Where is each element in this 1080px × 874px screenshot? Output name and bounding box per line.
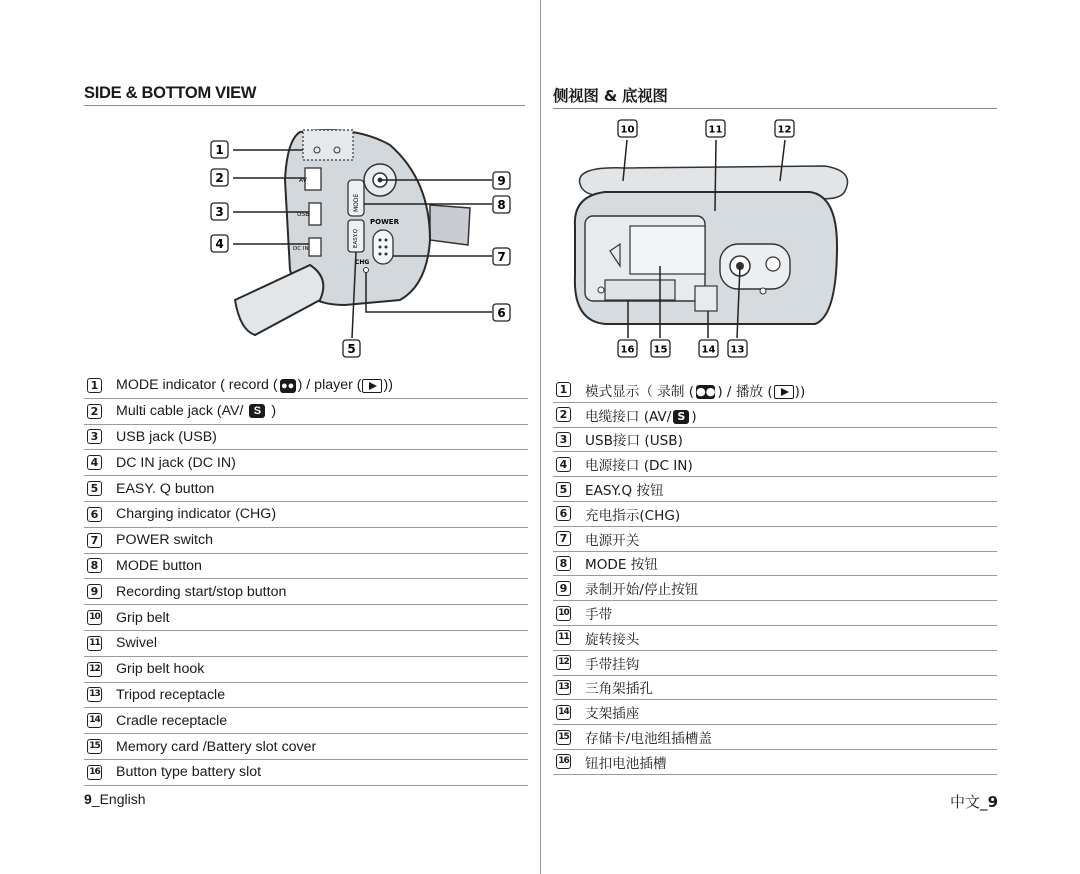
callout-1: 1	[215, 143, 224, 157]
item-label: MODE 按钮	[585, 557, 658, 574]
item-label: USB jack (USB)	[116, 428, 217, 445]
item-number: 6	[556, 506, 571, 521]
item-number: 1	[556, 382, 571, 397]
list-item	[553, 552, 997, 577]
item-number: 13	[87, 687, 102, 702]
item-label: 录制开始/停止按钮	[585, 582, 699, 599]
camcorder-icon: ●●	[696, 384, 716, 398]
list-item	[553, 676, 997, 701]
list-item	[84, 399, 528, 425]
item-label: 旋转接头	[585, 631, 640, 648]
list-item	[84, 502, 528, 528]
item-number: 4	[87, 455, 102, 470]
item-number: 14	[87, 713, 102, 728]
page-divider	[540, 0, 541, 874]
item-label: POWER switch	[116, 532, 213, 549]
list-item	[553, 403, 997, 428]
list-item	[84, 373, 528, 399]
callout-3: 3	[215, 205, 224, 219]
item-number: 12	[556, 655, 571, 670]
list-item	[84, 657, 528, 683]
item-label: Tripod receptacle	[116, 686, 226, 703]
list-item	[84, 554, 528, 580]
item-number: 11	[556, 630, 571, 645]
camcorder-icon: ●●	[280, 379, 295, 392]
item-number: 16	[556, 754, 571, 769]
list-item	[553, 651, 997, 676]
item-label: Charging indicator (CHG)	[116, 506, 277, 523]
section-heading-english: SIDE & BOTTOM VIEW	[84, 84, 525, 106]
list-item	[553, 725, 997, 750]
item-number: 14	[556, 705, 571, 720]
list-item	[84, 760, 528, 786]
item-label: 电缆接口 (AV/ S )	[585, 408, 697, 425]
item-label: 存储卡/电池组插槽盖	[585, 731, 712, 748]
list-item	[553, 502, 997, 527]
item-number: 4	[556, 457, 571, 472]
item-number: 5	[87, 481, 102, 496]
page-footer-english: 9_English	[84, 791, 146, 807]
side-view-diagram	[205, 120, 525, 360]
item-number: 1	[87, 378, 102, 393]
callout-12: 12	[777, 124, 792, 136]
list-item	[553, 527, 997, 552]
callout-10: 10	[620, 124, 635, 136]
item-label: 电源接口 (DC IN)	[585, 458, 693, 475]
mode-button-label: MODE	[353, 193, 360, 212]
list-item	[84, 579, 528, 605]
item-number: 8	[87, 558, 102, 573]
item-label: Grip belt hook	[116, 661, 205, 678]
item-number: 6	[87, 507, 102, 522]
bottom-view-diagram	[565, 116, 855, 364]
list-item	[553, 601, 997, 626]
callout-11: 11	[708, 124, 723, 136]
list-item	[84, 476, 528, 502]
item-number: 10	[87, 610, 102, 625]
item-label: MODE button	[116, 557, 202, 574]
item-label: Multi cable jack (AV/ S )	[116, 403, 277, 420]
item-label: MODE indicator ( record ( ●● ) / player ( ))	[116, 377, 393, 394]
item-number: 13	[556, 680, 571, 695]
easyq-button-label: EASY.Q	[353, 228, 359, 248]
s-badge-icon: S	[249, 404, 265, 418]
callout-7: 7	[497, 250, 506, 264]
usb-jack-label: USB	[297, 211, 310, 218]
item-number: 2	[87, 404, 102, 419]
page-footer-chinese: 中文_9	[950, 793, 998, 811]
callout-8: 8	[497, 198, 506, 212]
callout-6: 6	[497, 306, 506, 320]
item-label: 三角架插孔	[585, 681, 653, 698]
item-number: 3	[556, 432, 571, 447]
item-label: Swivel	[116, 635, 157, 652]
callout-9: 9	[497, 174, 506, 188]
dcin-jack-label: DC IN	[293, 246, 309, 252]
item-label: 钮扣电池插槽	[585, 755, 667, 772]
parts-list-chinese	[553, 378, 997, 775]
list-item	[84, 450, 528, 476]
list-item	[553, 428, 997, 453]
item-label: USB接口 (USB)	[585, 433, 683, 450]
item-label: 充电指示(CHG)	[585, 507, 681, 524]
item-number: 8	[556, 556, 571, 571]
item-label: Memory card /Battery slot cover	[116, 738, 317, 755]
list-item	[84, 683, 528, 709]
item-label: Recording start/stop button	[116, 583, 287, 600]
list-item	[553, 576, 997, 601]
item-number: 5	[556, 482, 571, 497]
item-label: 手带	[585, 607, 613, 624]
item-label: Grip belt	[116, 609, 170, 626]
parts-list-english	[84, 373, 528, 786]
list-item	[553, 700, 997, 725]
list-item	[553, 477, 997, 502]
item-label: 模式显示（ 录制 ( ●● ) / 播放 ( ))	[585, 383, 806, 400]
item-number: 2	[556, 407, 571, 422]
chg-label: CHG	[355, 259, 370, 266]
item-number: 16	[87, 765, 102, 780]
item-number: 9	[556, 581, 571, 596]
item-label: 电源开关	[585, 532, 640, 549]
item-number: 7	[87, 533, 102, 548]
callout-15: 15	[653, 344, 668, 356]
list-item	[553, 750, 997, 775]
item-number: 11	[87, 636, 102, 651]
callout-14: 14	[701, 344, 716, 356]
list-item	[553, 452, 997, 477]
item-number: 12	[87, 662, 102, 677]
list-item	[84, 708, 528, 734]
item-number: 15	[556, 730, 571, 745]
item-label: 支架插座	[585, 706, 640, 723]
callout-16: 16	[620, 344, 635, 356]
item-label: Cradle receptacle	[116, 712, 228, 729]
item-number: 3	[87, 429, 102, 444]
item-label: Button type battery slot	[116, 764, 262, 781]
list-item	[84, 425, 528, 451]
list-item	[84, 528, 528, 554]
list-item	[84, 734, 528, 760]
list-item	[84, 605, 528, 631]
list-item	[84, 631, 528, 657]
play-icon	[362, 379, 382, 393]
list-item	[553, 626, 997, 651]
callout-2: 2	[215, 171, 224, 185]
list-item	[553, 378, 997, 403]
power-label: POWER	[370, 218, 399, 226]
section-heading-chinese: 侧视图 & 底视图	[553, 84, 997, 109]
callout-5: 5	[347, 342, 356, 356]
item-number: 9	[87, 584, 102, 599]
callout-13: 13	[730, 344, 745, 356]
item-label: EASY. Q button	[116, 480, 215, 497]
av-jack-label: AV	[299, 177, 307, 184]
s-badge-icon: S	[673, 410, 689, 424]
item-label: DC IN jack (DC IN)	[116, 454, 236, 471]
item-number: 15	[87, 739, 102, 754]
item-number: 7	[556, 531, 571, 546]
item-label: 手带挂钩	[585, 656, 640, 673]
play-icon	[774, 385, 794, 399]
item-number: 10	[556, 606, 571, 621]
item-label: EASY.Q 按钮	[585, 483, 664, 500]
callout-4: 4	[215, 237, 224, 251]
